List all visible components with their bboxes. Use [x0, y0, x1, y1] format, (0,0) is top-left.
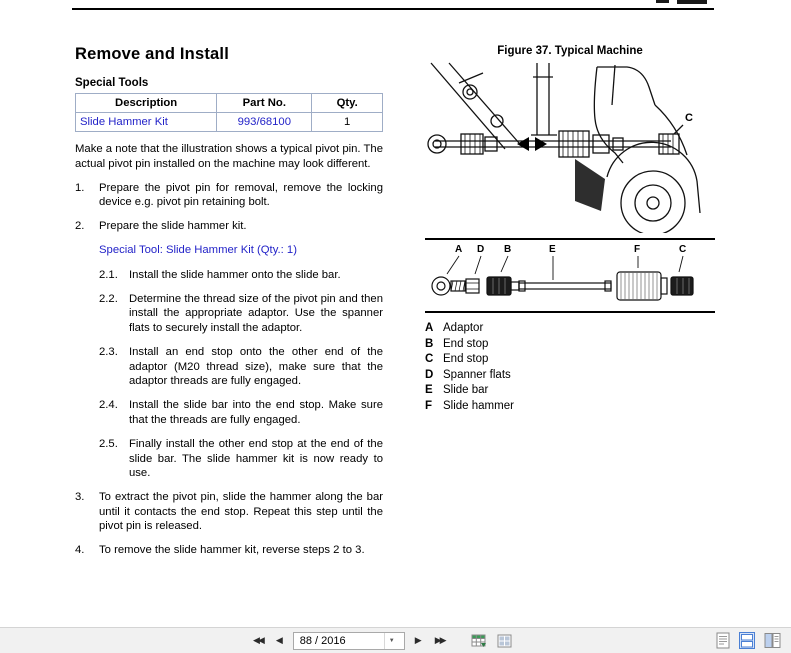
page-navigation — [250, 628, 512, 653]
adaptor-part — [432, 277, 465, 295]
table-export-icon[interactable] — [471, 634, 487, 648]
legend-label: End stop — [443, 337, 489, 350]
step-2-5 — [99, 437, 383, 481]
legend-item — [425, 368, 715, 384]
legend-label: End stop — [443, 353, 489, 365]
substep-number: 2.5. — [99, 437, 118, 450]
step-2-4 — [99, 398, 383, 427]
tool-part-number-link[interactable]: 993/68100 — [217, 113, 312, 132]
col-header-part-no: Part No. — [217, 94, 312, 113]
part-label-c: C — [679, 244, 687, 255]
section-title: Remove and Install — [75, 45, 229, 63]
first-page-icon[interactable]: ◀◀ — [253, 635, 263, 645]
legend-item — [425, 399, 715, 415]
cropped-header-artifact — [677, 0, 707, 4]
step-number: 3. — [75, 491, 85, 504]
step-number: 1. — [75, 181, 85, 194]
tool-qty-cell: 1 — [312, 113, 383, 132]
col-header-qty: Qty. — [312, 94, 383, 113]
legend-key: A — [425, 322, 434, 334]
legend-label: Adaptor — [443, 322, 484, 334]
legend-key: E — [425, 384, 433, 396]
substep-number: 2.2. — [99, 292, 118, 305]
figure-caption: Figure 37. Typical Machine — [497, 45, 643, 57]
page-header-rule — [72, 8, 714, 10]
step-2 — [75, 219, 383, 234]
legend-label: Slide hammer — [443, 399, 514, 412]
part-label-b: B — [504, 244, 512, 255]
page-view-mode-icons — [716, 632, 781, 649]
spanner-flats-part — [466, 279, 479, 293]
step-4 — [75, 543, 383, 558]
thumbnails-icon[interactable] — [497, 634, 512, 648]
legend-label: Spanner flats — [443, 368, 511, 381]
previous-page-icon[interactable]: ◀ — [275, 635, 283, 645]
end-stop-part-c — [671, 277, 693, 295]
mast-lines — [531, 63, 557, 135]
table-header-row — [76, 94, 383, 113]
part-label-e: E — [549, 244, 556, 255]
step-2-1 — [99, 268, 383, 283]
legend-item — [425, 383, 715, 399]
pdf-viewer-toolbar — [0, 627, 791, 653]
substep-text: Install the slide hammer onto the slide bar. — [129, 268, 341, 281]
machine-body — [575, 65, 700, 233]
slide-bar-part — [519, 281, 611, 291]
col-header-description: Description — [76, 94, 217, 113]
step-text: Prepare the pivot pin for removal, remove the locking device e.g. pivot pin retaining bolt. — [99, 181, 383, 209]
end-stop-part-b — [487, 277, 519, 295]
legend-key: C — [425, 353, 434, 365]
substep-text: Finally install the other end stop at the end of the slide bar. The slide hammer kit is now ready to use. — [129, 437, 383, 480]
step-2-2 — [99, 292, 383, 336]
special-tool-link[interactable]: Special Tool: Slide Hammer Kit (Qty.: 1) — [99, 244, 297, 257]
slide-hammer-kit-illustration — [425, 238, 715, 313]
legend-item — [425, 352, 715, 368]
step-text: Prepare the slide hammer kit. — [99, 220, 247, 233]
step-text: To remove the slide hammer kit, reverse steps 2 to 3. — [99, 544, 365, 557]
legend-key: B — [425, 337, 434, 350]
page-number-combobox — [293, 632, 405, 650]
step-1 — [75, 181, 383, 210]
table-row — [76, 113, 383, 132]
legend-key: D — [425, 368, 434, 381]
part-label-a: A — [455, 244, 463, 255]
page-number-input[interactable] — [294, 633, 384, 649]
tool-description-link[interactable]: Slide Hammer Kit — [76, 113, 217, 132]
figure-legend — [425, 321, 715, 414]
step-number: 4. — [75, 544, 85, 557]
part-label-f: F — [634, 244, 641, 255]
step-3 — [75, 490, 383, 534]
substep-number: 2.3. — [99, 345, 118, 358]
single-page-view-icon[interactable] — [716, 632, 730, 649]
legend-item — [425, 337, 715, 353]
slide-hammer-part — [617, 272, 667, 300]
legend-key: F — [425, 399, 433, 412]
chevron-down-icon[interactable]: ▼ — [384, 633, 399, 649]
special-tools-table — [75, 93, 383, 132]
part-label-d: D — [477, 244, 485, 255]
step-2-3 — [99, 345, 383, 389]
part-leader-lines — [447, 256, 683, 280]
toolbar-extra-icons — [471, 634, 512, 648]
machine-label-c: C — [685, 112, 693, 124]
substep-text: Install the slide bar into the end stop. Make sure that the threads are fully engaged. — [129, 399, 383, 426]
substep-number: 2.1. — [99, 268, 118, 281]
facing-pages-view-icon[interactable] — [764, 632, 781, 649]
figure-column — [425, 45, 715, 414]
step-text: To extract the pivot pin, slide the hammer along the bar until it contacts the end stop. Repeat this step until the pivot pin is released. — [99, 491, 383, 533]
continuous-view-icon[interactable] — [739, 632, 755, 649]
next-page-icon[interactable]: ▶ — [414, 635, 422, 645]
slide-hammer-on-machine — [428, 125, 683, 157]
substep-text: Determine the thread size of the pivot pin and then install the appropriate adaptor. Use the spanner flats to securely install the adaptor. — [129, 292, 383, 334]
legend-item — [425, 321, 715, 337]
machine-illustration — [425, 61, 715, 238]
note-paragraph: Make a note that the illustration shows a typical pivot pin. The actual pivot pin installed on the machine may look different. — [75, 143, 383, 170]
legend-label: Slide bar — [443, 384, 489, 396]
text-column — [75, 45, 383, 558]
substep-number: 2.4. — [99, 399, 118, 412]
step-number: 2. — [75, 220, 85, 233]
cropped-header-artifact — [656, 0, 669, 3]
substep-text: Install an end stop onto the other end of the adaptor (M20 thread size), make sure that the adaptor threads are fully engaged. — [129, 345, 383, 388]
last-page-icon[interactable]: ▶▶ — [434, 635, 445, 645]
special-tools-heading: Special Tools — [75, 77, 149, 89]
